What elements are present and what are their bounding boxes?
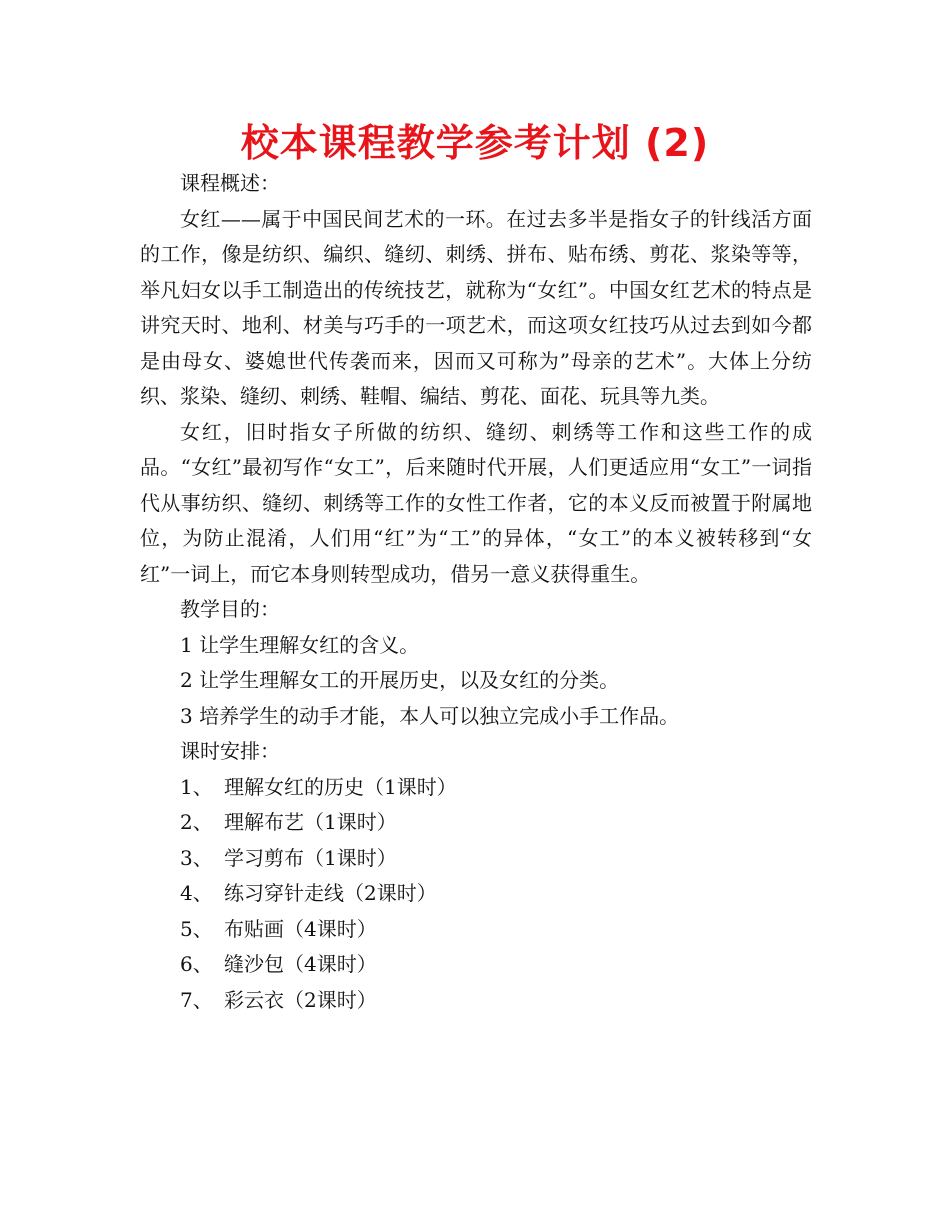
schedule-item-number: 7、 [180,987,213,1012]
goal-item: 1 让学生理解女红的含义。 [180,632,420,657]
schedule-item-text: 理解女红的历史（1课时） [224,774,457,799]
schedule-item-text: 缝沙包（4课时） [224,952,377,976]
document-title: 校本课程教学参考计划 (2) [240,121,710,165]
schedule-item [140,912,812,948]
schedule-item-number: 2、 [180,810,213,834]
schedule-item-text: 学习剪布（1课时） [224,845,397,870]
schedule-item-text: 练习穿针走线（2课时） [224,881,437,905]
schedule-item [140,841,812,877]
schedule-heading: 课时安排： [180,739,280,763]
goal-item: 3 培养学生的动手才能，本人可以独立完成小手工作品。 [180,703,680,728]
overview-heading: 课程概述： [180,171,280,195]
schedule-item [140,983,812,1019]
schedule-item [140,770,812,806]
schedule-item-text: 理解布艺（1课时） [224,810,397,834]
schedule-list [140,770,812,1019]
document-body [140,166,812,1018]
goals-heading: 教学目的： [180,597,280,621]
goal-item: 2 让学生理解女工的开展历史，以及女红的分类。 [180,668,620,692]
schedule-item-number: 4、 [180,881,213,905]
overview-paragraph-1: 女红——属于中国民间艺术的一环。在过去多半是指女子的针线活方面的工作，像是纺织、编织、缝纫、刺绣、拼布、贴布绣、剪花、浆染等等，举凡妇女以手工制造出的传统技艺，就称为“女红”。中国女红艺术的特点是讲究天时、地利、材美与巧手的一项艺术，而这项女红技巧从过去到如今都是由母女、婆媳世代传袭而来，因而又可称为”母亲的艺术”。大体上分纺织、浆染、缝纫、刺绣、鞋帽、编结、剪花、面花、玩具等九类。 [140,206,812,408]
schedule-item [140,876,812,912]
schedule-item-text: 彩云衣（2课时） [224,987,377,1012]
overview-paragraph-2: 女红，旧时指女子所做的纺织、缝纫、刺绣等工作和这些工作的成品。“女红”最初写作“女工”，后来随时代开展，人们更适应用“女工”一词指代从事纺织、缝纫、刺绣等工作的女性工作者，它的本义反而被置于附属地位，为防止混淆，人们用“红”为“工”的异体，“女工”的本义被转移到“女红”一词上，而它本身则转型成功，借另一意义获得重生。 [140,419,812,586]
schedule-item-number: 1、 [180,774,213,799]
schedule-item-text: 布贴画（4课时） [224,916,377,941]
schedule-item-number: 3、 [180,845,213,870]
schedule-item [140,805,812,841]
schedule-item [140,947,812,983]
schedule-item-number: 5、 [180,916,213,941]
schedule-item-number: 6、 [180,952,213,976]
